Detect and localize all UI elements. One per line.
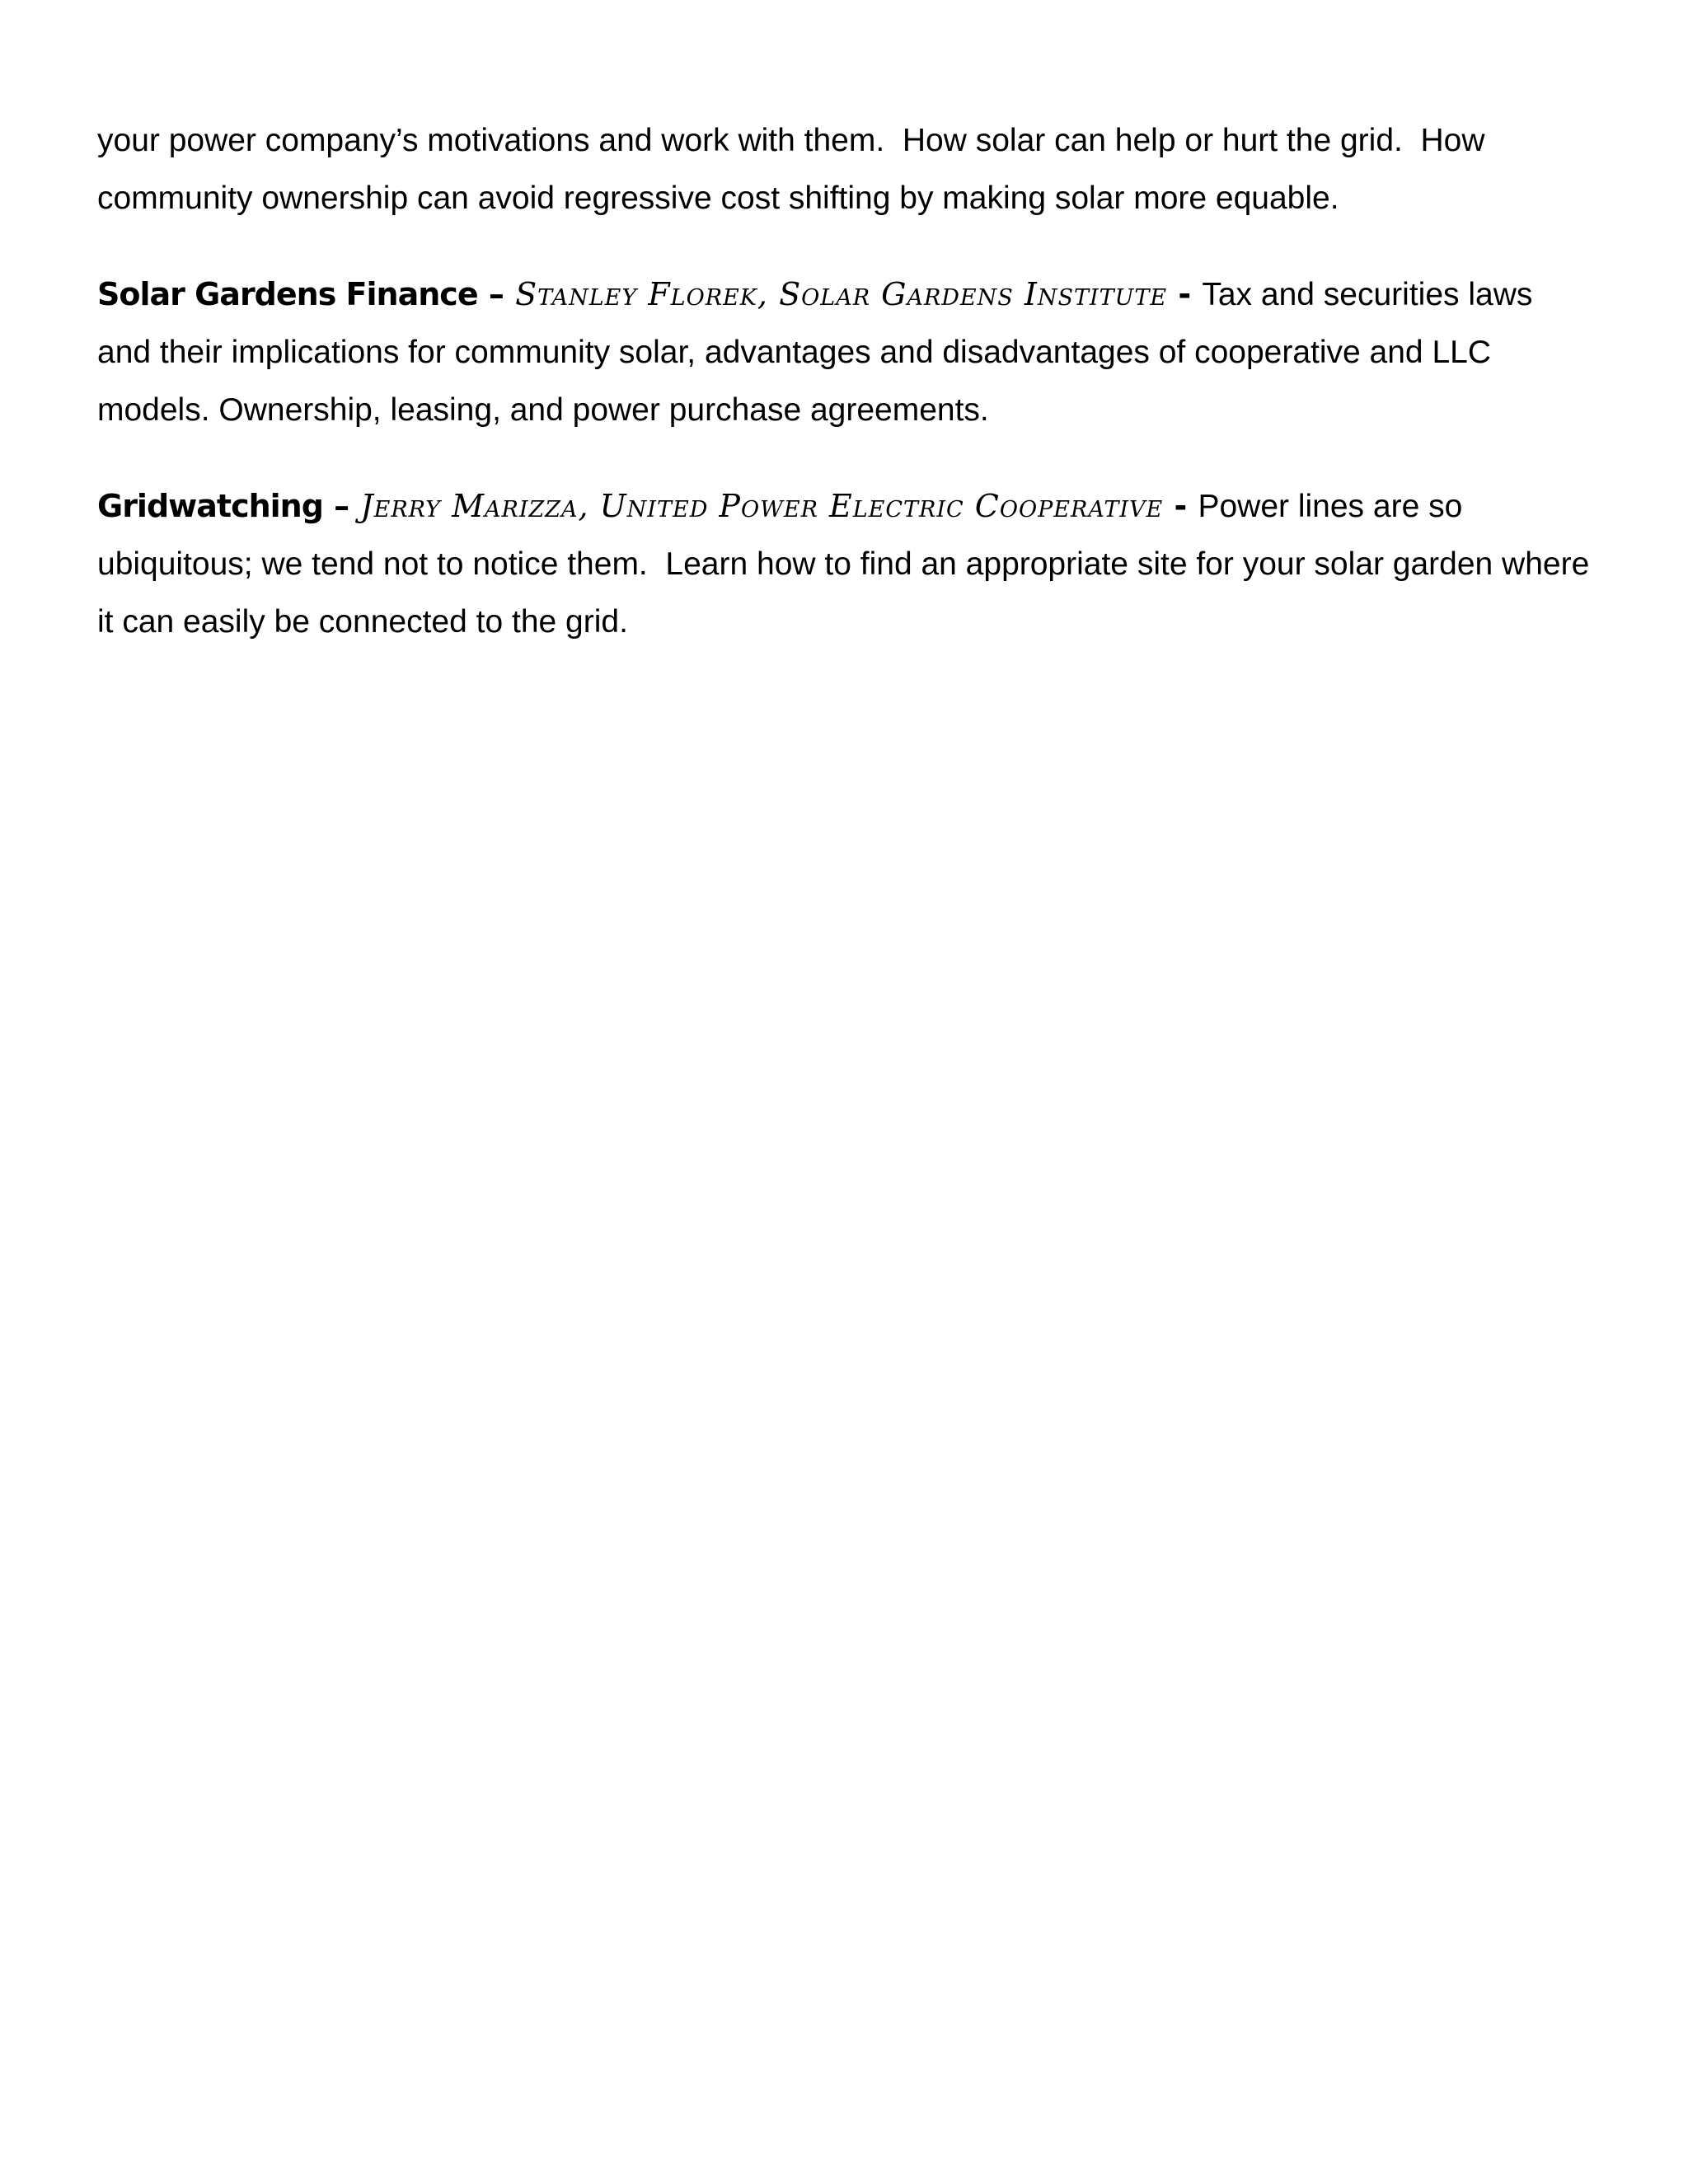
session-title: Solar Gardens Finance xyxy=(97,276,478,312)
title-dash: – xyxy=(322,488,361,524)
paragraph-text: your power company’s motivations and work with them. How solar can help or hurt the grid. How community ownership can avoid regressive cost shifting by making solar more equable. xyxy=(97,123,1494,216)
session-speaker: Jerry Marizza, United Power Electric Cooperative xyxy=(360,488,1164,524)
paragraph-intro-continuation xyxy=(97,112,1591,227)
speaker-separator: - xyxy=(1167,276,1203,312)
session-gridwatching xyxy=(97,477,1599,651)
title-dash: – xyxy=(477,276,516,312)
document-page xyxy=(97,112,1599,689)
session-description: Power lines are so ubiquitous; we tend not to notice them. Learn how to find an appropriate site for your solar garden where it can easily be connected to the grid. xyxy=(97,489,1599,640)
session-solar-gardens-finance xyxy=(97,265,1591,439)
session-title: Gridwatching xyxy=(97,488,323,524)
session-description: Tax and securities laws and their implications for community solar, advantages and disadvantages of cooperative and LLC models. Ownership, leasing, and power purchase agreements. xyxy=(97,277,1533,428)
speaker-separator: - xyxy=(1163,488,1198,524)
session-speaker: Stanley Florek, Solar Gardens Institute xyxy=(515,276,1168,312)
